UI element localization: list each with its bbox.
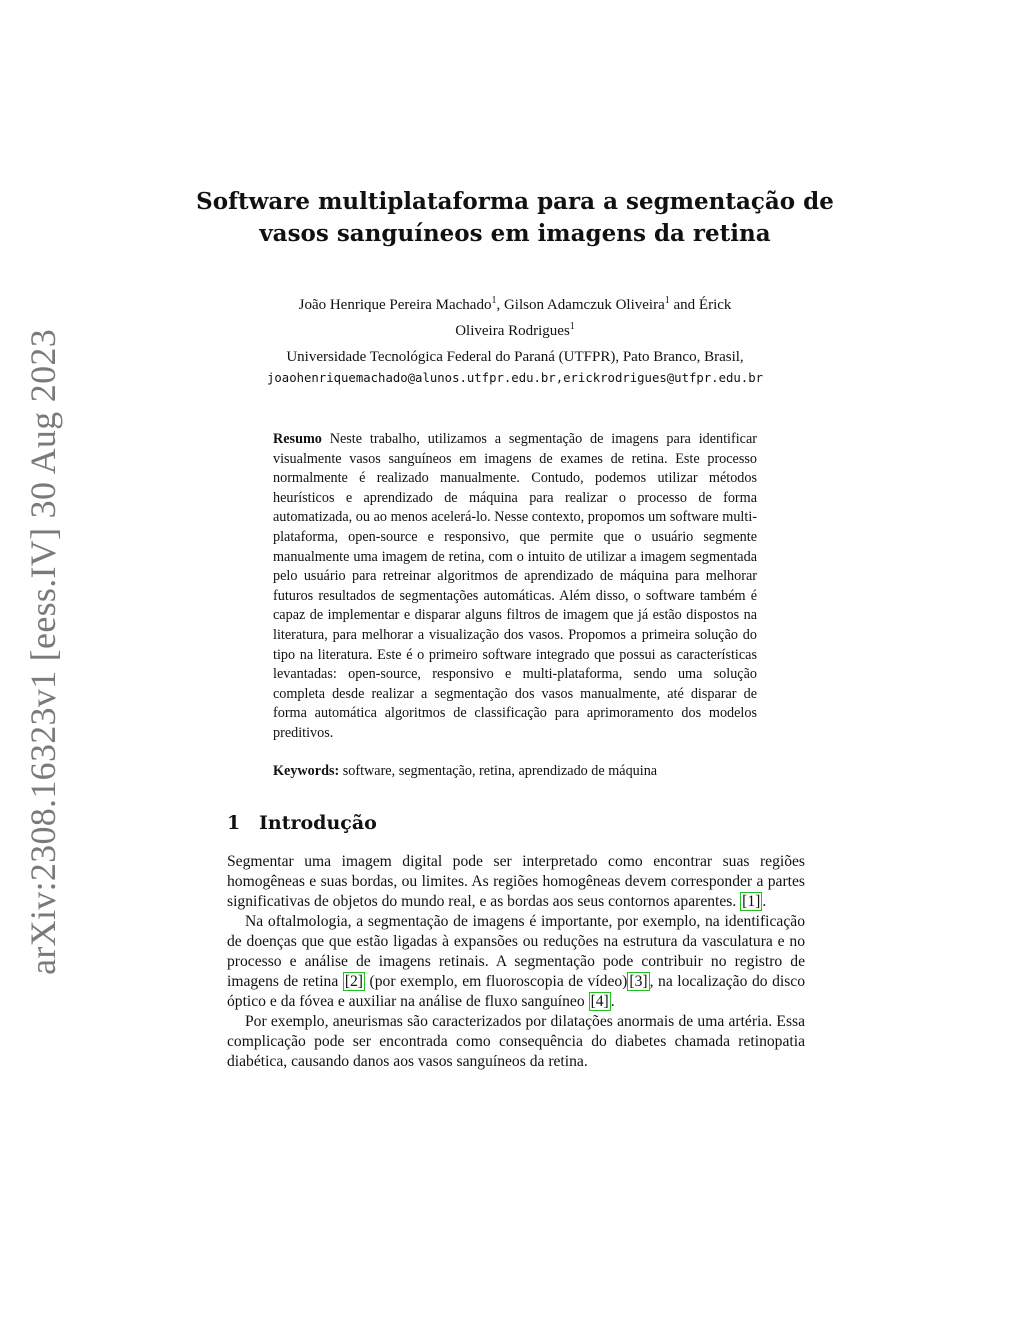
affiliation-marker: 1 bbox=[664, 295, 670, 306]
author-3-part-1: and Érick bbox=[673, 297, 732, 313]
affiliation-block bbox=[200, 347, 830, 389]
introduction-body bbox=[227, 852, 805, 1072]
citation-link-3[interactable]: [3] bbox=[629, 973, 648, 990]
author-emails: joaohenriquemachado@alunos.utfpr.edu.br,erickrodrigues@utfpr.edu.br bbox=[266, 371, 764, 385]
paragraph-2-text-c: , na localização do disco óptico e da fóvea e auxiliar na análise de fluxo sanguíneo bbox=[227, 973, 805, 1010]
paragraph-2-text-a: Na oftalmologia, a segmentação de imagens é importante, por exemplo, na identificação de doenças que que estão ligadas à expansões ou reduções na estrutura da vasculatura e no processo e análise de imagens retinais. A segmentação pode contribuir no registro de imagens de retina bbox=[227, 913, 805, 990]
citation-link-1[interactable]: [1] bbox=[742, 893, 761, 910]
paragraph-1-text: Segmentar uma imagem digital pode ser interpretado como encontrar suas regiões homogêneas e suas bordas, ou limites. As regiões homogêneas devem corresponder a partes significativas de objetos do mundo real, e as bordas aos seus contornos aparentes. bbox=[227, 853, 805, 910]
keywords bbox=[273, 761, 757, 781]
section-number: 1 bbox=[227, 812, 241, 834]
citation-link-2[interactable]: [2] bbox=[344, 973, 363, 990]
affiliation: Universidade Tecnológica Federal do Paraná (UTFPR), Pato Branco, Brasil, bbox=[286, 349, 744, 365]
author-list: João Henrique Pereira Machado$^1$, Gilson Adamczuk Oliveira$^1$ and Érick Oliveira Rodrigues$^1$ bbox=[298, 295, 732, 339]
keywords-text: software, segmentação, retina, aprendizado de máquina bbox=[342, 763, 658, 779]
paragraph-2-end: . bbox=[610, 993, 615, 1010]
arxiv-identifier-stamp bbox=[8, 329, 78, 975]
paragraph-1-end: . bbox=[762, 893, 767, 910]
section-title: Introdução bbox=[259, 812, 377, 834]
title-line-2: vasos sanguíneos em imagens da retina bbox=[259, 220, 771, 247]
paragraph-1 bbox=[227, 852, 805, 912]
author-3-part-2: Oliveira Rodrigues bbox=[455, 323, 570, 339]
author-2: Gilson Adamczuk Oliveira bbox=[503, 297, 665, 313]
paragraph-3: Por exemplo, aneurismas são caracterizados por dilatações anormais de uma artéria. Essa complicação pode ser encontrada como consequência do diabetes chamada retinopatia diabética, causando danos aos vasos sanguíneos da retina. bbox=[227, 1013, 805, 1070]
paragraph-2 bbox=[227, 912, 805, 1012]
citation-link-4[interactable]: [4] bbox=[590, 993, 609, 1010]
arxiv-identifier-text: arXiv:2308.16323v1 [eess.IV] 30 Aug 2023 bbox=[23, 329, 63, 975]
abstract bbox=[273, 430, 757, 744]
abstract-text: Neste trabalho, utilizamos a segmentação de imagens para identificar visualmente vasos sanguíneos em imagens de exames de retina. Este processo normalmente é realizado manualmente. Contudo, podemos utilizar métodos heurísticos e aprendizado de máquina para realizar o processo de forma automatizada, ou ao menos acelerá-lo. Nesse contexto, propomos um software multi-plataforma, open-source e responsivo, que permite que o usuário segmente manualmente uma imagem de retina, com o intuito de utilizar a imagem segmentada pelo usuário para retreinar algoritmos de aprendizado de máquina para melhorar futuros resultados de segmentações automáticas. Além disso, o software também é capaz de implementar e disparar alguns filtros de imagem que já estão dispostos na literatura, para melhorar a visualização dos vasos. Propomos a primeira solução do tipo na literatura. Este é o primeiro software integrado que possui as características levantadas: open-source, responsivo e multi-plataforma, sendo uma solução completa desde realizar a segmentação dos vasos manualmente, até disparar de forma automática algoritmos de classificação para aprimoramento dos modelos preditivos. bbox=[273, 431, 757, 741]
affiliation-marker: 1 bbox=[569, 321, 575, 332]
keywords-label: Keywords: bbox=[273, 763, 340, 779]
title-line-1: Software multiplataforma para a segmentação de bbox=[196, 188, 834, 215]
abstract-label: Resumo bbox=[273, 431, 322, 447]
paper-title bbox=[190, 186, 840, 250]
author-1: João Henrique Pereira Machado bbox=[298, 297, 492, 313]
affiliation-marker: 1 bbox=[491, 295, 497, 306]
section-heading-introduction bbox=[227, 812, 377, 834]
paragraph-2-text-b: (por exemplo, em fluoroscopia de vídeo) bbox=[369, 973, 628, 990]
